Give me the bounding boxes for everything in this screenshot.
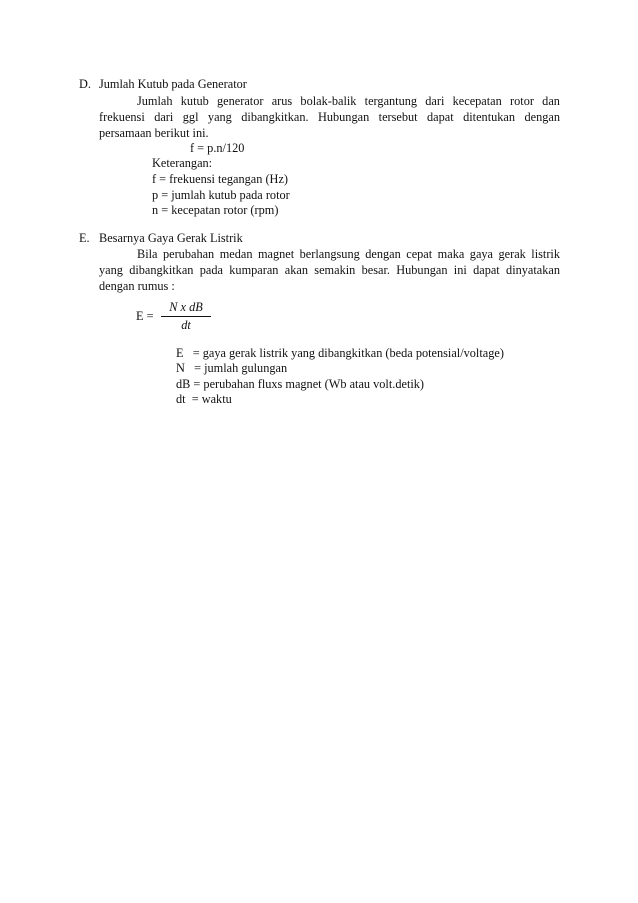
- word: perubahan: [162, 247, 215, 261]
- word: tersebut: [378, 110, 418, 124]
- section-d-paragraph-line-3: persamaan berikut ini.: [99, 126, 209, 140]
- section-d-paragraph-line-1: [137, 94, 560, 109]
- word: dapat: [473, 263, 500, 277]
- definition-item: E = gaya gerak listrik yang dibangkitkan (beda potensial/voltage): [176, 346, 504, 360]
- definition-item: dB = perubahan fluxs magnet (Wb atau volt.detik): [176, 377, 425, 391]
- word: yang: [99, 263, 123, 277]
- word: dinyatakan: [506, 263, 560, 277]
- word: tergantung: [364, 94, 418, 108]
- word: ditentukan: [463, 110, 516, 124]
- word: kumparan: [229, 263, 279, 277]
- word: maka: [437, 247, 465, 261]
- word: yang: [207, 110, 232, 124]
- word: rotor: [510, 94, 534, 108]
- word: frekuensi: [99, 110, 145, 124]
- word: ini: [453, 263, 467, 277]
- section-d-heading: Jumlah Kutub pada Generator: [99, 77, 247, 91]
- formula-numerator: N x dB: [169, 300, 203, 314]
- word: magnet: [257, 247, 295, 261]
- word: dari: [154, 110, 174, 124]
- word: pada: [199, 263, 223, 277]
- word: Bila: [137, 247, 158, 261]
- word: dapat: [427, 110, 454, 124]
- section-d-marker: D.: [79, 77, 91, 91]
- word: dibangkitkan: [129, 263, 194, 277]
- section-e-heading: Besarnya Gaya Gerak Listrik: [99, 231, 243, 245]
- word: berlangsung: [299, 247, 360, 261]
- section-e-paragraph-line-3: dengan rumus :: [99, 279, 175, 293]
- definition-item: N = jumlah gulungan: [176, 361, 288, 375]
- word: generator: [217, 94, 264, 108]
- word: besar.: [361, 263, 390, 277]
- word: dengan: [524, 110, 560, 124]
- keterangan-item: n = kecepatan rotor (rpm): [152, 203, 279, 217]
- formula-denominator: dt: [181, 318, 191, 332]
- word: cepat: [406, 247, 433, 261]
- word: akan: [284, 263, 308, 277]
- word: dan: [542, 94, 560, 108]
- word: arus: [271, 94, 293, 108]
- word: kutub: [180, 94, 209, 108]
- section-e-paragraph-line-1: [137, 247, 560, 262]
- keterangan-label: Keterangan:: [152, 156, 213, 170]
- word: ggl: [182, 110, 199, 124]
- word: dibangkitkan.: [241, 110, 309, 124]
- word: gerak: [498, 247, 526, 261]
- word: kecepatan: [452, 94, 502, 108]
- word: listrik: [531, 247, 560, 261]
- section-e-marker: E.: [79, 231, 90, 245]
- word: Hubungan: [317, 110, 370, 124]
- keterangan-item: p = jumlah kutub pada rotor: [152, 188, 290, 202]
- word: dengan: [365, 247, 401, 261]
- word: bolak-balik: [300, 94, 357, 108]
- word: gaya: [469, 247, 494, 261]
- definition-item: dt = waktu: [176, 392, 232, 406]
- word: semakin: [314, 263, 356, 277]
- word: Hubungan: [396, 263, 448, 277]
- word: medan: [219, 247, 253, 261]
- section-d-formula: f = p.n/120: [190, 141, 245, 155]
- word: Jumlah: [137, 94, 173, 108]
- word: dari: [425, 94, 445, 108]
- formula-lhs: E =: [136, 309, 154, 323]
- keterangan-item: f = frekuensi tegangan (Hz): [152, 172, 288, 186]
- section-e-paragraph-line-2: [99, 263, 560, 278]
- fraction-bar: [161, 316, 211, 317]
- section-d-paragraph-line-2: [99, 110, 560, 125]
